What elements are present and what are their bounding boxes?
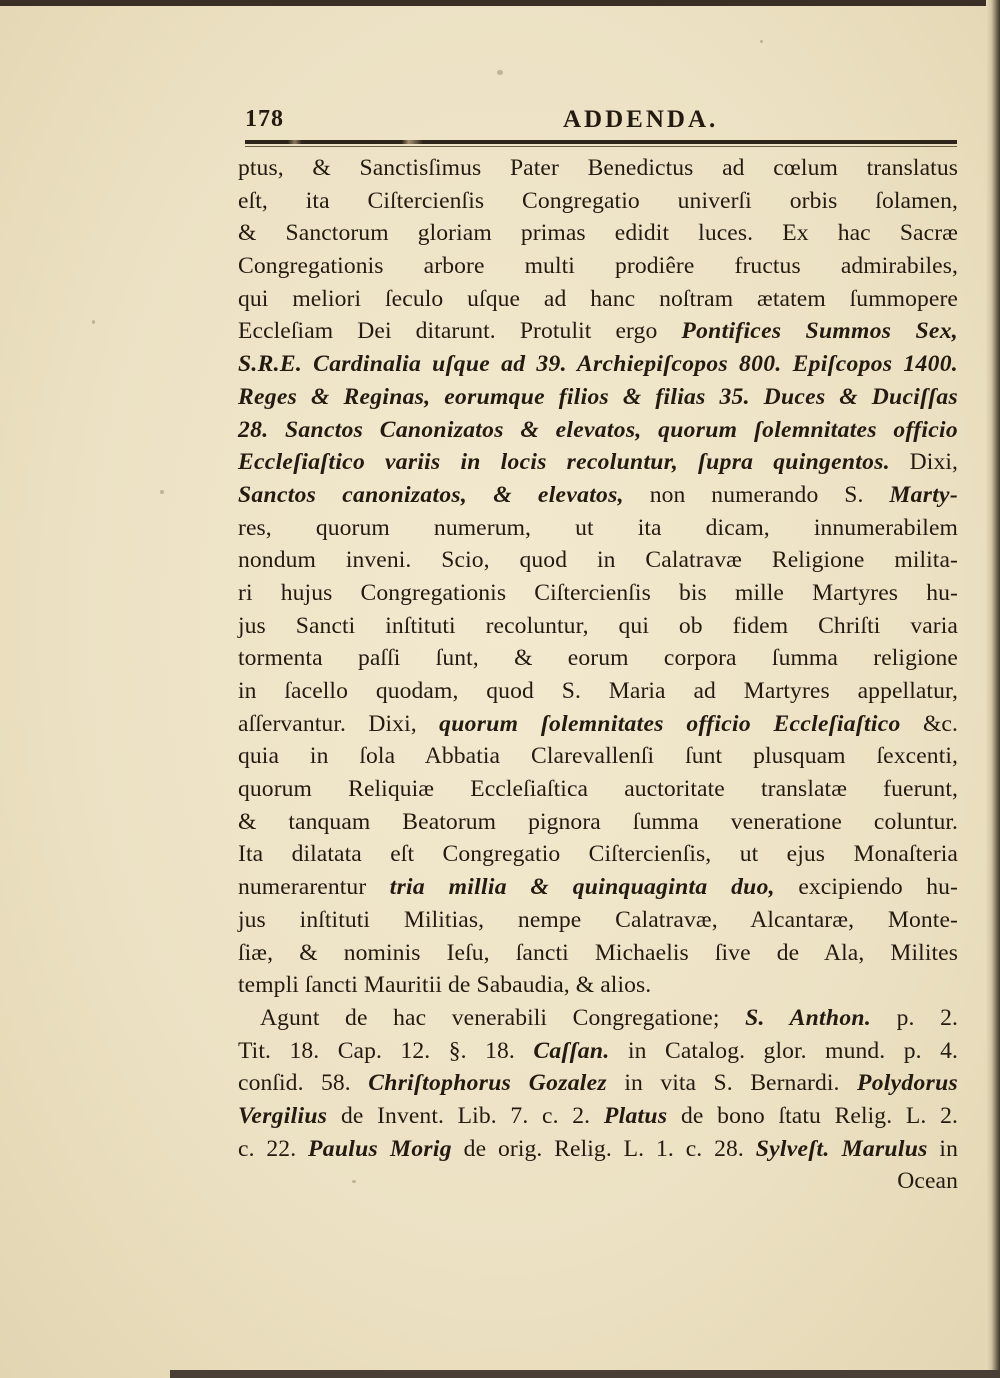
text-segment: Chriſtophorus Gozalez [368,1070,607,1097]
page-right-edge [986,0,1000,1378]
text-segment: &c. [900,710,958,737]
text-segment: Sylveſt. Marulus [755,1135,928,1162]
text-line [238,250,958,283]
text-segment: Reges & Reginas, eorumque filios & filias 35. Duces & Duciſſas [238,383,958,410]
page-number: 178 [245,106,284,132]
text-segment: non numerando S. [623,481,890,508]
text-line [238,1133,958,1166]
text-segment: in ſacello quodam, quod S. Maria ad Martyres appellatur, [238,678,958,704]
text-segment: 28. Sanctos Canonizatos & elevatos, quorum ſolemnitates officio [238,416,958,443]
text-segment: quorum ſolemnitates officio Eccleſiaſtico [439,710,901,737]
text-segment: Pontifices Summos Sex, [681,318,958,345]
text-line [238,904,958,937]
text-line [238,969,958,1002]
text-segment: Congregationis arbore multi prodiêre fructus admirabiles, [238,253,958,280]
text-segment: ptus, & Sanctisſimus Pater Benedictus ad cœlum translatus [238,155,958,181]
text-segment: Ocean [897,1168,958,1195]
text-segment: S.R.E. Cardinalia uſque ad 39. Archiepiſcopos 800. Epiſcopos 1400. [238,351,958,378]
text-segment: p. 2. [871,1004,958,1031]
paper-speck [92,320,95,324]
text-segment: Vergilius [238,1102,328,1129]
text-segment: Agunt de hac venerabili Congregatione; [260,1004,746,1031]
text-segment: ri hujus Congregationis Ciſtercienſis bis mille Martyres hu- [238,579,958,606]
catchword [238,1165,958,1198]
text-segment: de Invent. Lib. 7. c. 2. [327,1102,604,1129]
text-segment: aſſervantur. Dixi, [238,710,440,737]
text-line [238,446,958,479]
text-line [238,773,958,806]
text-segment: de orig. Relig. L. 1. c. 28. [451,1135,756,1162]
text-segment: Polydorus [856,1070,958,1097]
text-line [238,675,958,708]
text-line [238,283,958,316]
text-segment: nondum inveni. Scio, quod in Calatravæ Religione milita- [238,547,958,574]
page-top-edge [0,0,1000,6]
page-bottom-edge [170,1370,1000,1378]
text-line [238,1100,958,1133]
text-line [238,1035,958,1068]
text-line [238,610,958,643]
paper-speck [760,40,763,43]
text-line [238,152,958,185]
text-segment: Marty- [889,481,958,508]
text-line [238,871,958,904]
text-line [238,838,958,871]
header-rule [245,140,957,144]
text-segment: templi ſancti Mauritii de Sabaudia, & alios. [238,972,652,999]
text-segment: Dixi, [889,449,959,476]
text-segment: conſid. 58. [238,1070,369,1097]
text-segment: Sanctos canonizatos, & elevatos, [238,481,624,508]
text-segment: Paulus Morig [308,1135,452,1162]
text-segment: jus Sancti inſtituti recoluntur, qui ob fidem Chriſti varia [238,612,958,639]
text-segment: in [927,1135,958,1162]
text-line [238,740,958,773]
text-segment: de bono ſtatu Relig. L. 2. [667,1102,958,1129]
text-segment: tormenta paſſi ſunt, & eorum corpora ſumma religione [238,645,958,672]
text-line [238,937,958,970]
text-segment: eſt, ita Ciſtercienſis Congregatio univerſi orbis ſolamen, [238,187,958,214]
text-segment: tria millia & quinquaginta duo, [389,874,775,901]
text-segment: Eccleſiaſtico variis in locis recoluntur, ſupra quingentos. [238,449,890,476]
paper-speck [160,490,164,494]
text-segment: in Catalog. glor. mund. p. 4. [609,1037,958,1064]
text-segment: jus inſtituti Militias, nempe Calatravæ, Alcantaræ, Monte- [238,906,958,933]
text-line [238,806,958,839]
text-segment: S. Anthon. [745,1004,872,1031]
text-segment: & Sanctorum gloriam primas edidit luces. Ex hac Sacræ [238,220,958,247]
text-segment: quorum Reliquiæ Eccleſiaſtica auctoritate translatæ fuerunt, [238,776,958,803]
text-segment: Caſſan. [533,1037,610,1064]
text-line [238,1067,958,1100]
text-line [238,708,958,741]
text-segment: numerarentur [238,874,390,901]
text-segment: Ita dilatata eſt Congregatio Ciſtercienſis, ut ejus Monaſteria [238,841,958,868]
header-rule-thin [245,146,957,147]
text-line [238,642,958,675]
text-segment: c. 22. [238,1135,309,1162]
text-segment: Eccleſiam Dei ditarunt. Protulit ergo [238,318,682,345]
text-line [238,381,958,414]
text-segment: res, quorum numerum, ut ita dicam, innumerabilem [238,514,958,541]
text-segment: Tit. 18. Cap. 12. §. 18. [238,1037,534,1064]
text-segment: ſiæ, & nominis Ieſu, ſancti Michaelis ſive de Ala, Milites [238,939,958,966]
page-header [245,106,955,140]
text-segment: in vita S. Bernardi. [606,1070,857,1097]
text-line [238,348,958,381]
text-line [238,544,958,577]
text-segment: & tanquam Beatorum pignora ſumma veneratione coluntur. [238,808,958,835]
text-line [238,414,958,447]
text-line [238,1002,958,1035]
running-title: ADDENDA. [563,106,719,133]
text-segment: excipiendo hu- [774,874,959,901]
text-line [238,577,958,610]
paper-speck [352,1180,356,1183]
text-line [238,185,958,218]
text-line [238,315,958,348]
text-segment: qui meliori ſeculo uſque ad hanc noſtram ætatem ſummopere [238,285,958,312]
text-line [238,512,958,545]
text-line [238,479,958,512]
text-segment: quia in ſola Abbatia Clarevallenſi ſunt plusquam ſexcenti, [238,743,958,770]
text-segment: Platus [603,1102,668,1129]
paper-speck [497,70,503,75]
body-text [238,152,958,1198]
text-line [238,217,958,250]
